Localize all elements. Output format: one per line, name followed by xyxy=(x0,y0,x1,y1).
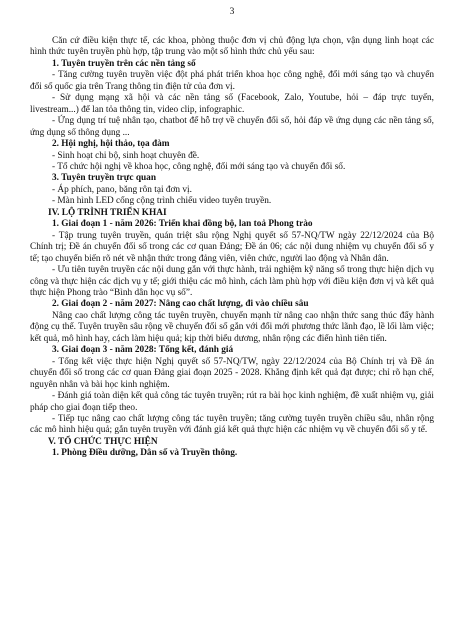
bullet-paragraph: - Sinh hoạt chi bộ, sinh hoạt chuyên đề. xyxy=(52,150,200,161)
intro-paragraph: Căn cứ điều kiện thực tế, các khoa, phòng thuộc đơn vị chủ động lựa chọn, vận dụng linh hoạt các hình thức tuyên truyền phù hợp, tập trung vào một số hình thức chủ yếu sau: xyxy=(30,36,434,58)
page-number: 3 xyxy=(229,7,235,17)
section-heading: 1. Tuyên truyền trên các nền tảng số xyxy=(52,58,196,69)
section-heading: 2. Hội nghị, hội thảo, tọa đàm xyxy=(52,139,170,150)
section-heading: 3. Tuyên truyền trực quan xyxy=(52,173,156,184)
bullet-paragraph: - Ứng dụng trí tuệ nhân tạo, chatbot để hỗ trợ về chuyển đổi số, hỏi đáp về ứng dụng các nền tảng số, ứng dụng số thông dụng ... xyxy=(30,116,434,138)
chapter-heading: IV. LỘ TRÌNH TRIỂN KHAI xyxy=(48,207,167,218)
bullet-paragraph: - Áp phích, pano, băng rôn tại đơn vị. xyxy=(52,184,192,195)
bullet-paragraph: - Ưu tiên tuyên truyền các nội dung gắn với thực hành, trải nghiệm kỹ năng số trong thực hiện dịch vụ công và thực hiện các dịch vụ y tế; giới thiệu các mô hình, cách làm phù hợp với điều kiện đơn vị và kết quả thực hiện Phong trào “Bình dân học vụ số”. xyxy=(30,265,434,298)
chapter-heading: V. TỔ CHỨC THỰC HIỆN xyxy=(48,436,158,447)
document-body xyxy=(30,36,434,460)
bullet-paragraph: - Tổ chức hội nghị về khoa học, công nghệ, đổi mới sáng tạo và chuyển đổi số. xyxy=(52,161,346,172)
section-heading: 1. Giai đoạn 1 - năm 2026: Triển khai đồng bộ, lan toả Phong trào xyxy=(52,219,313,230)
bullet-paragraph: - Tổng kết việc thực hiện Nghị quyết số 57-NQ/TW, ngày 22/12/2024 của Bộ Chính trị và Đề án chuyển đổi số trong các cơ quan Đảng giai đoạn 2025 - 2028. Khẳng định kết quả đạt được; chỉ rõ hạn chế, nguyên nhân và bài học kinh nghiệm. xyxy=(30,356,434,390)
bullet-paragraph: - Màn hình LED cổng cộng trình chiếu video tuyên truyền. xyxy=(52,196,272,207)
section-heading: 3. Giai đoạn 3 - năm 2028: Tổng kết, đánh giá xyxy=(52,345,234,356)
bullet-paragraph: - Tăng cường tuyên truyền việc đột phá phát triển khoa học công nghệ, đổi mới sáng tạo và chuyển đổi số quốc gia trên Trang thông tin điện tử của đơn vị. xyxy=(30,70,434,92)
body-paragraph: Nâng cao chất lượng công tác tuyên truyền, chuyển mạnh từ nâng cao nhận thức sang thúc đẩy hành động cụ thể. Tuyên truyền sâu rộng về chuyển đổi số gắn với đổi mới phương thức lãnh đạo, lề lối làm việc; kết quả, mô hình hay, cách làm hiệu quả; kịp thời biểu dương, nhân rộng các điển hình tiên tiến. xyxy=(30,310,434,344)
bullet-paragraph: - Đánh giá toàn diện kết quả công tác tuyên truyền; rút ra bài học kinh nghiệm, đề xuất nhiệm vụ, giải pháp cho giai đoạn tiếp theo. xyxy=(30,391,434,413)
bullet-paragraph: - Sử dụng mạng xã hội và các nền tảng số (Facebook, Zalo, Youtube, hỏi – đáp trực tuyến, livestream...) để lan tỏa thông tin, video clip, infographic. xyxy=(30,93,434,115)
section-heading: 2. Giai đoạn 2 - năm 2027: Nâng cao chất lượng, đi vào chiều sâu xyxy=(52,299,309,310)
section-heading: 1. Phòng Điều dưỡng, Dân số và Truyền thông. xyxy=(52,448,238,459)
bullet-paragraph: - Tập trung tuyên truyền, quán triệt sâu rộng Nghị quyết số 57-NQ/TW ngày 22/12/2024 của Bộ Chính trị; Đề án chuyển đổi số trong các cơ quan Đảng; Đề án 06; các nội dung nhiệm vụ chuyển đổi số y tế; tạo chuyển biến rõ nét về nhận thức trong đảng viên, viên chức, người lao động và Nhân dân. xyxy=(30,230,434,264)
bullet-paragraph: - Tiếp tục nâng cao chất lượng công tác tuyên truyền; tăng cường tuyên truyền chiều sâu, nhân rộng các mô hình hiệu quả; gắn tuyên truyền với đánh giá kết quả thực hiện các nhiệm vụ về chuyển đổi số y tế. xyxy=(30,413,434,436)
